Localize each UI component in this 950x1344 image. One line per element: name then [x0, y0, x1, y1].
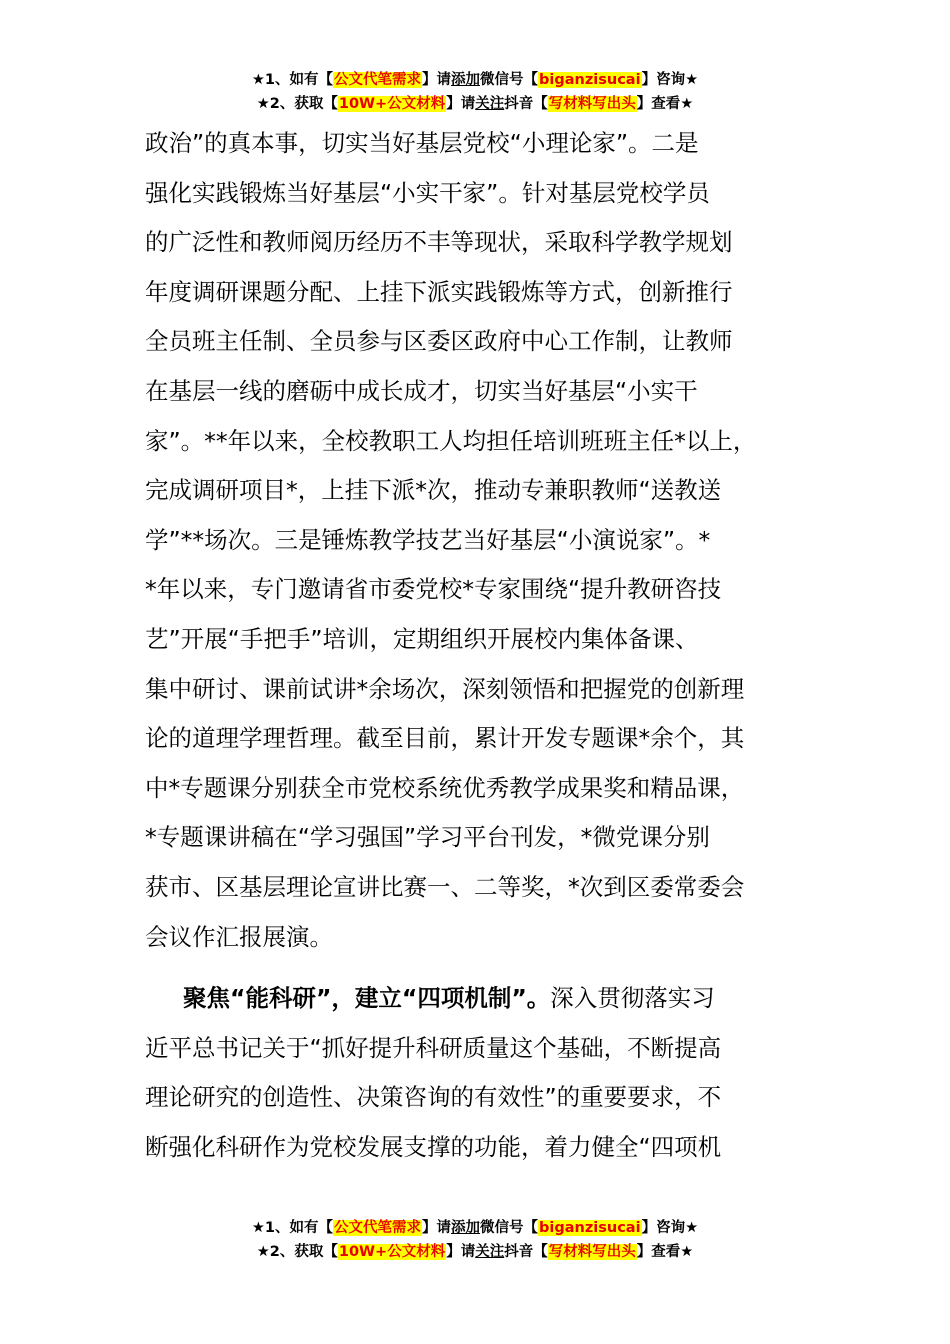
highlight-materials: 10W+公文材料 — [338, 1244, 446, 1260]
document-body — [145, 119, 825, 1172]
star-icon: ★ — [685, 72, 699, 88]
highlight-service: 公文代笔需求 — [334, 1220, 422, 1236]
banner-text: 抖音【 — [504, 1244, 548, 1260]
banner-text: 】查看 — [636, 1244, 681, 1260]
banner-text: 2、获取【 — [269, 1244, 338, 1260]
banner-text: 微信号【 — [480, 1220, 539, 1236]
body-line: 集中研讨、课前试讲*余场次，深刻领悟和把握党的创新理 — [145, 674, 745, 703]
body-line: 会议作汇报展演。 — [145, 922, 333, 951]
banner-text: 】查看 — [636, 96, 681, 112]
highlight-douyin-account: 写材料写出头 — [548, 1244, 636, 1260]
banner-underlined: 关注 — [475, 1244, 505, 1260]
section-heading: 聚焦“能科研”，建立“四项机制”。 — [183, 984, 551, 1013]
body-line: 年度调研课题分配、上挂下派实践锻炼等方式，创新推行 — [145, 277, 733, 306]
star-icon: ★ — [251, 1220, 265, 1236]
banner-line-2 — [0, 92, 950, 116]
body-line-first — [145, 974, 825, 1024]
star-icon: ★ — [256, 96, 270, 112]
body-line: 家”。**年以来，全校教职工人均担任培训班班主任*以上， — [145, 426, 757, 455]
body-line: 理论研究的创造性、决策咨询的有效性”的重要要求，不 — [145, 1083, 722, 1112]
star-icon: ★ — [680, 96, 694, 112]
banner-text: 抖音【 — [504, 96, 548, 112]
header-banner — [0, 68, 950, 116]
banner-line-1 — [0, 68, 950, 92]
body-line: 学”**场次。三是锤炼教学技艺当好基层“小演说家”。* — [145, 525, 711, 554]
body-line: *专题课讲稿在“学习强国”学习平台刊发，*微党课分别 — [145, 823, 710, 852]
body-line: 的广泛性和教师阅历经历不丰等现状，采取科学教学规划 — [145, 228, 733, 257]
banner-text: 微信号【 — [480, 72, 539, 88]
body-line: 完成调研项目*，上挂下派*次，推动专兼职教师“送教送 — [145, 476, 722, 505]
body-line: 获市、区基层理论宣讲比赛一、二等奖，*次到区委常委会 — [145, 872, 745, 901]
banner-line-2 — [0, 1240, 950, 1264]
body-line: 政治”的真本事，切实当好基层党校“小理论家”。二是 — [145, 129, 699, 157]
paragraph-research — [145, 974, 825, 1172]
banner-underlined: 关注 — [475, 96, 505, 112]
body-line: 中*专题课分别获全市党校系统优秀教学成果奖和精品课， — [145, 773, 745, 802]
body-line: 全员班主任制、全员参与区委区政府中心工作制，让教师 — [145, 327, 733, 356]
body-line: 近平总书记关于“抓好提升科研质量这个基础，不断提高 — [145, 1033, 722, 1062]
banner-text: 2、获取【 — [269, 96, 338, 112]
star-icon: ★ — [251, 72, 265, 88]
body-line: 断强化科研作为党校发展支撑的功能，着力健全“四项机 — [145, 1132, 722, 1161]
banner-text: 】咨询 — [641, 72, 686, 88]
body-line: *年以来，专门邀请省市委党校*专家围绕“提升教研咨技 — [145, 575, 722, 604]
star-icon: ★ — [680, 1244, 694, 1260]
body-line: 在基层一线的磨砺中成长成才，切实当好基层“小实干 — [145, 376, 698, 405]
highlight-wechat-id: biganzisucai — [539, 72, 641, 88]
highlight-douyin-account: 写材料写出头 — [548, 96, 636, 112]
highlight-wechat-id: biganzisucai — [539, 1220, 641, 1236]
highlight-materials: 10W+公文材料 — [338, 96, 446, 112]
banner-text: 】请 — [422, 72, 452, 88]
body-line: 论的道理学理哲理。截至目前，累计开发专题课*余个，其 — [145, 724, 745, 753]
body-text: 深入贯彻落实习 — [550, 984, 715, 1013]
body-line: 艺”开展“手把手”培训，定期组织开展校内集体备课、 — [145, 624, 699, 653]
paragraph-teaching — [145, 119, 825, 962]
banner-text: 】请 — [446, 1244, 476, 1260]
banner-text: 1、如有【 — [264, 72, 334, 88]
banner-line-1 — [0, 1216, 950, 1240]
banner-text: 】请 — [422, 1220, 452, 1236]
paragraph-spacer — [145, 962, 825, 974]
footer-banner — [0, 1216, 950, 1264]
banner-underlined: 添加 — [451, 72, 481, 88]
star-icon: ★ — [256, 1244, 270, 1260]
star-icon: ★ — [685, 1220, 699, 1236]
banner-text: 】咨询 — [641, 1220, 686, 1236]
highlight-service: 公文代笔需求 — [334, 72, 422, 88]
banner-text: 1、如有【 — [264, 1220, 334, 1236]
banner-text: 】请 — [446, 96, 476, 112]
body-line: 强化实践锻炼当好基层“小实干家”。针对基层党校学员 — [145, 178, 710, 207]
banner-underlined: 添加 — [451, 1220, 481, 1236]
